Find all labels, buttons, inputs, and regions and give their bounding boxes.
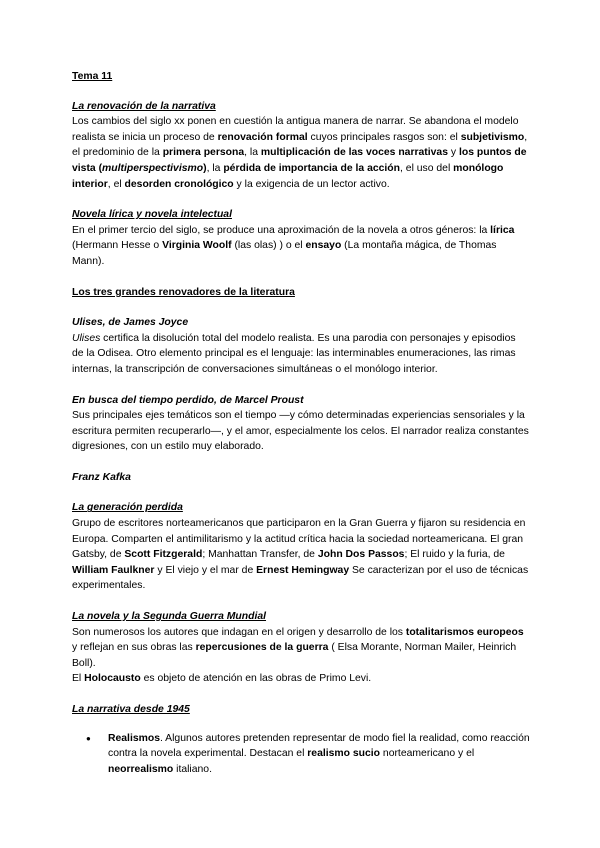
section-paragraph: Son numerosos los autores que indagan en el origen y desarrollo de los totalitarismos europeos y reflejan en sus obras las repercusiones de la guerra ( Elsa Morante, Norman Mailer, Heinrich Boll). [72,626,524,669]
section-paragraph-holocausto: El Holocausto es objeto de atención en las obras de Primo Levi. [72,673,372,685]
document-title: Tema 11 [72,71,113,82]
section-paragraph: En el primer tercio del siglo, se produce una aproximación de la novela a otros géneros: la lírica (Hermann Hesse o Virginia Woolf (las olas) ) o el ensayo (La montaña mágica, de Thomas Mann). [72,224,515,267]
section-generacion-perdida [72,500,530,594]
section-segunda-guerra [72,609,530,687]
section-heading: La renovación de la narrativa [72,100,216,112]
section-heading: Ulises, de James Joyce [72,317,189,329]
section-heading: Los tres grandes renovadores de la literatura [72,286,295,298]
bullet-list [72,731,530,778]
section-paragraph: Los cambios del siglo xx ponen en cuestión la antigua manera de narrar. Se abandona el modelo realista se inicia un proceso de renovación formal cuyos principales rasgos son: el subjetivismo, el predominio de la primera persona, la multiplicación de las voces narrativas y los puntos de vista (multiperspectivismo), la pérdida de importancia de la acción, el uso del monólogo interior, el desorden cronológico y la exigencia de un lector activo. [72,116,528,190]
section-paragraph: Sus principales ejes temáticos son el tiempo —y cómo determinadas experiencias sensoriales y la escritura permiten recuperarlo—, y el amor, especialmente los celos. El narrador realiza constantes digresiones, con un estilo muy elaborado. [72,410,529,453]
section-paragraph: Grupo de escritores norteamericanos que participaron en la Gran Guerra y fijaron su residencia en Europa. Comparten el antimilitarismo y la actitud crítica hacia la sociedad norteamericana. El gran Gatsby, de Scott Fitzgerald; Manhattan Transfer, de John Dos Passos; El ruido y la furia, de William Faulkner y El viejo y el mar de Ernest Hemingway Se caracterizan por el uso de técnicas experimentales. [72,518,529,592]
section-heading: La generación perdida [72,502,183,514]
document-page [72,69,530,777]
section-renovacion-narrativa [72,99,530,193]
section-heading: En busca del tiempo perdido, de Marcel Proust [72,394,304,406]
section-heading: La novela y la Segunda Guerra Mundial [72,611,267,623]
section-heading: Franz Kafka [72,471,131,483]
section-proust [72,393,530,455]
section-heading: La narrativa desde 1945 [72,704,190,715]
section-tres-renovadores [72,285,530,301]
section-ulises [72,315,530,377]
section-novela-lirica [72,207,530,269]
section-heading: Novela lírica y novela intelectual [72,209,232,221]
section-narrativa-1945 [72,702,530,777]
section-paragraph: Ulises certifica la disolución total del modelo realista. Es una parodia con personajes y episodios de la Odisea. Otro elemento principal es el lenguaje: las interminables enumeraciones, las rimas internas, la transcripción de conversaciones simultáneas o el monólogo interior. [72,332,516,375]
list-item: ● Realismos. Algunos autores pretenden representar de modo fiel la realidad, como reacción contra la novela experimental. Destacan el realismo sucio norteamericano y el neorrealismo italiano. [108,731,530,778]
section-kafka [72,470,530,486]
